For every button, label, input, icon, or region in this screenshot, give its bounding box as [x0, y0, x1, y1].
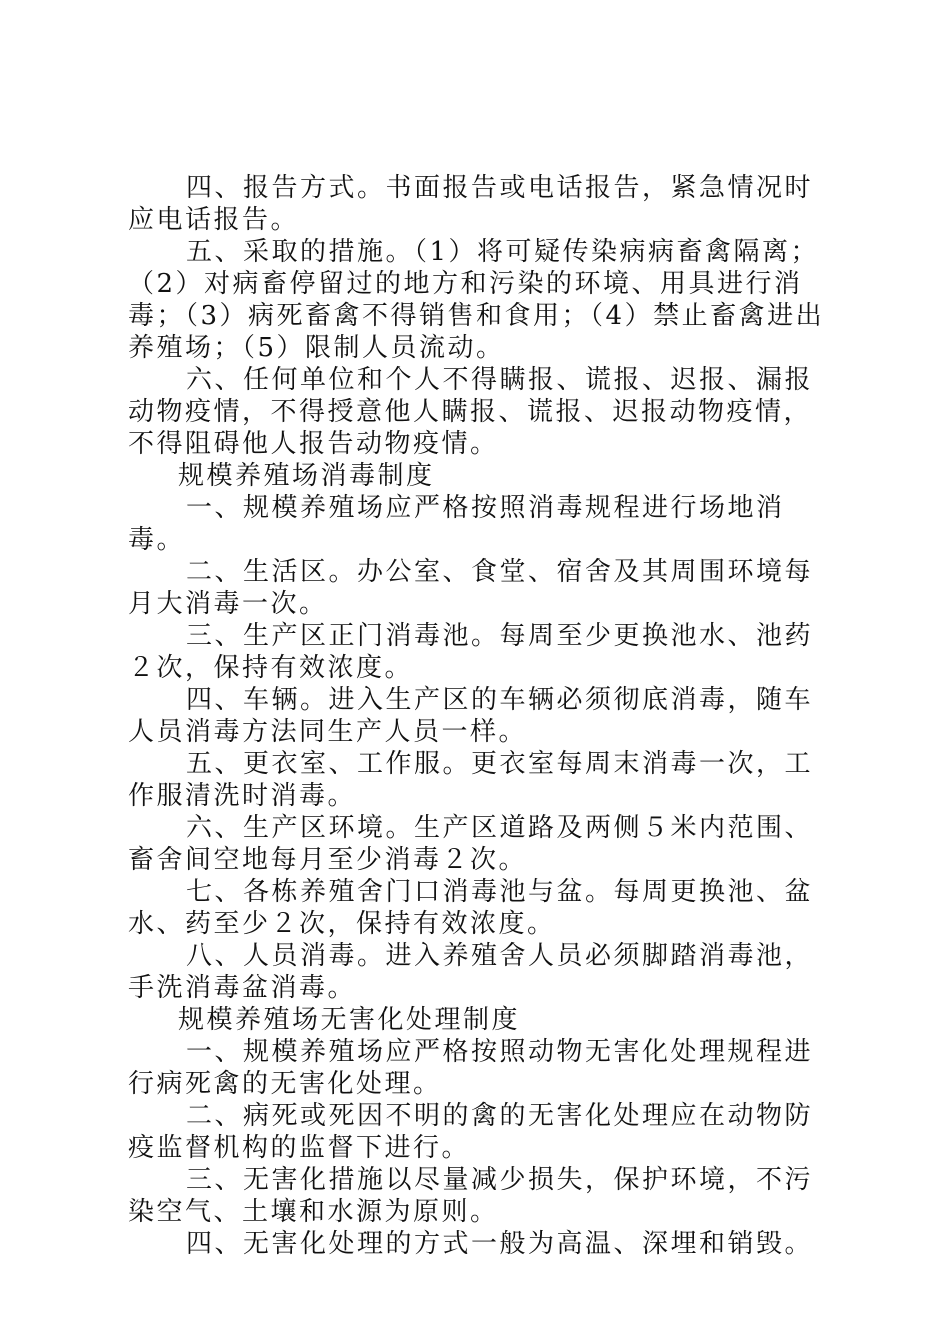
paragraph-harmless-4: 四、无害化处理的方式一般为高温、深埋和销毁。 — [186, 1229, 814, 1259]
paragraph-disinfection-1: 一、规模养殖场应严格按照消毒规程进行场地消毒。 — [128, 493, 785, 555]
paragraph-disinfection-6: 六、生产区环境。生产区道路及两侧５米内范围、畜舍间空地每月至少消毒２次。 — [128, 813, 814, 875]
paragraph-disinfection-3: 三、生产区正门消毒池。每周至少更换池水、池药２次，保持有效浓度。 — [128, 621, 814, 683]
paragraph-disinfection-8: 八、人员消毒。进入养殖舍人员必须脚踏消毒池，手洗消毒盆消毒。 — [128, 941, 814, 1003]
paragraph-harmless-3: 三、无害化措施以尽量减少损失，保护环境，不污染空气、土壤和水源为原则。 — [128, 1165, 814, 1227]
paragraph-report-method: 四、报告方式。书面报告或电话报告，紧急情况时应电话报告。 — [128, 173, 814, 235]
paragraph-harmless-2: 二、病死或死因不明的禽的无害化处理应在动物防疫监督机构的监督下进行。 — [128, 1101, 814, 1163]
paragraph-measures: 五、采取的措施。（1）将可疑传染病病畜禽隔离；（2）对病畜停留过的地方和污染的环境、用具进行消毒；（3）病死畜禽不得销售和食用；（4）禁止畜禽进出养殖场；（5）限制人员流动。 — [128, 237, 825, 363]
section-heading-harmless-treatment: 规模养殖场无害化处理制度 — [178, 1005, 521, 1035]
paragraph-disinfection-7: 七、各栋养殖舍门口消毒池与盆。每周更换池、盆水、药至少２次，保持有效浓度。 — [128, 877, 814, 939]
section-heading-disinfection: 规模养殖场消毒制度 — [178, 461, 435, 491]
document-body — [128, 172, 840, 1260]
paragraph-disinfection-2: 二、生活区。办公室、食堂、宿舍及其周围环境每月大消毒一次。 — [128, 557, 814, 619]
paragraph-harmless-1: 一、规模养殖场应严格按照动物无害化处理规程进行病死禽的无害化处理。 — [128, 1037, 814, 1099]
paragraph-disinfection-5: 五、更衣室、工作服。更衣室每周末消毒一次，工作服清洗时消毒。 — [128, 749, 814, 811]
paragraph-no-concealment: 六、任何单位和个人不得瞒报、谎报、迟报、漏报动物疫情，不得授意他人瞒报、谎报、迟报动物疫情，不得阻碍他人报告动物疫情。 — [128, 365, 814, 459]
paragraph-disinfection-4: 四、车辆。进入生产区的车辆必须彻底消毒，随车人员消毒方法同生产人员一样。 — [128, 685, 814, 747]
